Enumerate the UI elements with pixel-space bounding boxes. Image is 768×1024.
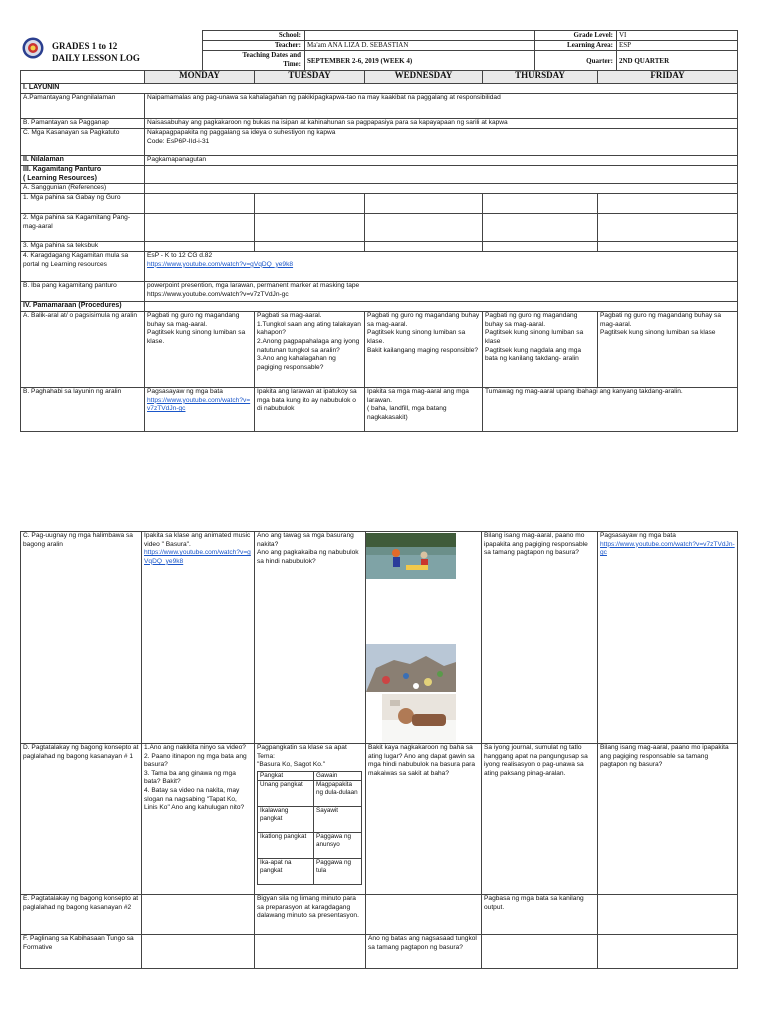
flood-photo: [366, 533, 456, 579]
paglinang-wednesday: Ano ng batas ang nagsasaad tungkol sa tamang pagtapon ng basura?: [366, 935, 482, 969]
quarter-label: Quarter:: [535, 51, 617, 71]
paglinang-monday: [142, 935, 255, 969]
pangkat-cell: Ikatlong pangkat: [258, 832, 314, 858]
pagtatalakay-2-monday: [142, 895, 255, 935]
pangkat-cell: Ikalawang pangkat: [258, 806, 314, 832]
dates-label: [203, 51, 305, 71]
nilalaman-text: Pagkamapanagutan: [145, 156, 738, 166]
row-label-kasanayan: C. Mga Kasanayan sa Pagkatuto: [21, 129, 145, 156]
pagtatalakay-1-thursday: Sa iyong journal, sumulat ng tatlo hanggang apat na pangungusap sa iyong realisasyon o pag-unawa sa ating paksang pinag-aralan.: [482, 744, 598, 895]
pagtatalakay-2-tuesday: Bigyan sila ng limang minuto para sa preparasyon at karagdagang dalawang minuto sa presentasyon.: [255, 895, 366, 935]
pag-uugnay-monday-text: Ipakita sa klase ang animated music video " Basura".: [144, 532, 251, 548]
kpm-thursday: [483, 214, 598, 242]
row-label-paghahabi: B. Paghahabi sa layunin ng aralin: [21, 388, 145, 432]
paghahabi-wednesday: Ipakita sa mga mag-aaral ang mga larawan. ( baha, landfill, mga batang nagkakasakit): [365, 388, 483, 432]
pag-uugnay-monday-link[interactable]: https://www.youtube.com/watch?v=gVqDQ_ye9k8: [144, 549, 251, 565]
lesson-log-table-page1: [20, 70, 738, 432]
kagamitang-panturo-cell: [145, 166, 738, 184]
gawain-cell: Paggawa ng anunsyo: [314, 832, 362, 858]
paglinang-tuesday: [255, 935, 366, 969]
iba-pang-kagamitan-link: https://www.youtube.com/watch?v=v7zTVdJn-gc: [147, 290, 289, 298]
day-header-monday: MONDAY: [145, 71, 255, 84]
paghahabi-monday-text: Pagsasayaw ng mga bata: [147, 388, 223, 396]
gawain-cell: Magpapakita ng dula-dulaan: [314, 780, 362, 806]
iba-pang-kagamitan-cell: [145, 282, 738, 302]
title-line-2: DAILY LESSON LOG: [52, 53, 140, 63]
day-header-wednesday: WEDNESDAY: [365, 71, 483, 84]
pag-uugnay-monday: [142, 532, 255, 744]
paghahabi-monday-link[interactable]: https://www.youtube.com/watch?v=v7zTVdJn-gc: [147, 396, 251, 413]
school-value: [305, 31, 535, 41]
balik-aral-monday: Pagbati ng guro ng magandang buhay sa mag-aaral. Pagtitsek kung sinong lumiban sa klase.: [145, 312, 255, 388]
paghahabi-tuesday: Ipakita ang larawan at ipatukoy sa mga bata kung ito ay nabubulok o di nabubulok: [255, 388, 365, 432]
balik-aral-thursday: Pagbati ng guro ng magandang buhay sa mag-aaral. Pagtitsek kung sinong lumiban sa klase Pagtitsek kung nagdala ang mga bata ng kanilang takdang- aralin: [483, 312, 598, 388]
teksbuk-friday: [598, 242, 738, 252]
row-label-pag-uugnay: C. Pag-uugnay ng mga halimbawa sa bagong aralin: [21, 532, 142, 744]
pag-uugnay-friday: [598, 532, 738, 744]
paghahabi-monday: [145, 388, 255, 432]
pagtatalakay-2-friday: [598, 895, 738, 935]
pamamaraan-cell: [145, 302, 738, 312]
pag-uugnay-friday-link[interactable]: https://www.youtube.com/watch?v=v7zTVdJn-gc: [600, 540, 735, 557]
paglinang-thursday: [482, 935, 598, 969]
deped-seal-logo: [22, 37, 44, 59]
gawain-cell: Sayawit: [314, 806, 362, 832]
karagdagang-kagamitan-cell: [145, 252, 738, 282]
gabay-friday: [598, 194, 738, 214]
karagdagang-kagamitan-link[interactable]: https://www.youtube.com/watch?v=gVqDQ_ye9k8: [147, 260, 294, 268]
teksbuk-monday: [145, 242, 255, 252]
section-layunin: I. LAYUNIN: [21, 84, 738, 94]
row-label-nilalaman: II. Nilalaman: [21, 156, 145, 166]
pag-uugnay-tuesday: Ano ang tawag sa mga basurang nakita? Ano ang pagkakaiba ng nabubulok sa hindi nabubulok?: [255, 532, 366, 744]
pamantayang-pangnilalaman-text: Naipamamalas ang pag-unawa sa kahalagahan ng pakikipagkapwa-tao na may kaakibat na paggalang at responsibilidad: [145, 94, 738, 119]
pagtatalakay-2-thursday: Pagbasa ng mga bata sa kanilang output.: [482, 895, 598, 935]
row-label-kagamitang-panturo: III. Kagamitang Panturo ( Learning Resources): [21, 166, 145, 184]
pagtatalakay-1-tuesday-text: Pagpangkatin sa klase sa apat Tema: "Basura Ko, Sagot Ko.": [257, 744, 347, 769]
balik-aral-tuesday: Pagbati sa mag-aaral. 1.Tungkol saan ang ating talakayan kahapon? 2.Anong pagpapahalaga ang iyong natutunan tungkol sa aralin? 3.Ano ang kahalagahan ng pagiging responsable?: [255, 312, 365, 388]
kasanayan-text: Nakapagpapakita ng paggalang sa ideya o suhestiyon ng kapwa Code: EsP6P-IId-i-31: [145, 129, 738, 156]
kpm-wednesday: [365, 214, 483, 242]
row-label-iba-pang-kagamitan: B. Iba pang kagamitang panturo: [21, 282, 145, 302]
pagtatalakay-1-monday: 1.Ano ang nakikita ninyo sa video? 2. Paano itinapon ng mga bata ang basura? 3. Tama ba ang ginawa ng mga bata? Bakit? 4. Batay sa video na nakita, may slogan na nagsabing "Tapat Ko, Linis Ko" Ano ang kahulugan nito?: [142, 744, 255, 895]
pangkat-gawain-table: [257, 771, 362, 885]
quarter-value: 2ND QUARTER: [617, 51, 738, 71]
gabay-monday: [145, 194, 255, 214]
row-label-pamamaraan: IV. Pamamaraan (Procedures): [21, 302, 145, 312]
dates-label-line-2: Time:: [283, 60, 301, 68]
learning-area-label: Learning Area:: [535, 41, 617, 51]
pangkat-cell: Unang pangkat: [258, 780, 314, 806]
row-label-balik-aral: A. Balik-aral at/ o pagsisimula ng aralin: [21, 312, 145, 388]
school-label: School:: [203, 31, 305, 41]
row-label-pamantayang-pangnilalaman: A.Pamantayang Pangnilalaman: [21, 94, 145, 119]
row-label-karagdagang-kagamitan: 4. Karagdagang Kagamitan mula sa portal ng Learning resources: [21, 252, 145, 282]
row-label-pagtatalakay-2: E. Pagtatalakay ng bagong konsepto at paglalahad ng bagong kasanayan #2: [21, 895, 142, 935]
day-header-thursday: THURSDAY: [483, 71, 598, 84]
pagtatalakay-1-friday: Bilang isang mag-aaral, paano mo ipapakita ang pagiging responsable sa tamang pagtapon ng basura?: [598, 744, 738, 895]
dates-value: SEPTEMBER 2-6, 2019 (WEEK 4): [305, 51, 535, 71]
pangkat-header: Pangkat: [258, 771, 314, 780]
gabay-wednesday: [365, 194, 483, 214]
karagdagang-kagamitan-text: EsP - K to 12 CG d.82: [147, 252, 213, 260]
balik-aral-wednesday: Pagbati ng guro ng magandang buhay sa mag-aaral. Pagtitsek kung sinong lumiban sa klase. Bakit kailangang maging responsible?: [365, 312, 483, 388]
pagtatalakay-1-wednesday: Bakit kaya nagkakaroon ng baha sa ating lugar? Ano ang dapat gawin sa mga hindi nabubulok na basura para makaiwas sa sakit at baha?: [366, 744, 482, 895]
row-label-pamantayan-sa-pagganap: B. Pamantayan sa Pagganap: [21, 119, 145, 129]
sanggunian-cell: [145, 184, 738, 194]
row-label-gabay-ng-guro: 1. Mga pahina sa Gabay ng Guro: [21, 194, 145, 214]
sick-child-photo: [382, 694, 456, 742]
pamantayan-sa-pagganap-text: Naisasabuhay ang pagkakaroon ng bukas na isipan at kahinahunan sa pagpapasiya para sa kapayapaan ng sarili at kapwa: [145, 119, 738, 129]
header-info-table: [202, 30, 738, 71]
pangkat-cell: Ika-apat na pangkat: [258, 858, 314, 884]
kpm-friday: [598, 214, 738, 242]
gabay-thursday: [483, 194, 598, 214]
paglinang-friday: [598, 935, 738, 969]
balik-aral-friday: Pagbati ng guro ng magandang buhay sa mag-aaral. Pagtitsek kung sinong lumiban sa klase: [598, 312, 738, 388]
teacher-value: Ma'am ANA LIZA D. SEBASTIAN: [305, 41, 535, 51]
paghahabi-thursday-friday: Tumawag ng mag-aaral upang ibahagi ang kanyang takdang-aralin.: [483, 388, 738, 432]
pagtatalakay-1-tuesday: [255, 744, 366, 895]
kpm-tuesday: [255, 214, 365, 242]
row-label-sanggunian: A. Sanggunian (References): [21, 184, 145, 194]
document-title: [52, 40, 140, 64]
dates-label-line-1: Teaching Dates and: [242, 51, 301, 59]
day-header-friday: FRIDAY: [598, 71, 738, 84]
gawain-cell: Paggawa ng tula: [314, 858, 362, 884]
learning-area-value: ESP: [617, 41, 738, 51]
pag-uugnay-thursday: Bilang isang mag-aaral, paano mo ipapakita ang pagiging responsable sa tamang pagtapon ng basura?: [482, 532, 598, 744]
gabay-tuesday: [255, 194, 365, 214]
grade-level-value: VI: [617, 31, 738, 41]
teksbuk-tuesday: [255, 242, 365, 252]
kpm-monday: [145, 214, 255, 242]
lesson-log-table-page2: [20, 531, 738, 969]
row-label-kagamitang-pang-mag-aaral: 2. Mga pahina sa Kagamitang Pang-mag-aaral: [21, 214, 145, 242]
teksbuk-thursday: [483, 242, 598, 252]
pagtatalakay-2-wednesday: [366, 895, 482, 935]
gawain-header: Gawain: [314, 771, 362, 780]
teacher-label: Teacher:: [203, 41, 305, 51]
row-label-teksbuk: 3. Mga pahina sa teksbuk: [21, 242, 145, 252]
pag-uugnay-friday-text: Pagsasayaw ng mga bata: [600, 532, 676, 539]
iba-pang-kagamitan-text: powerpoint presention, mga larawan, permanent marker at masking tape: [147, 282, 360, 290]
teksbuk-wednesday: [365, 242, 483, 252]
landfill-photo: [366, 644, 456, 692]
row-label-paglinang: F. Paglinang sa Kabihasaan Tungo sa Formative: [21, 935, 142, 969]
day-header-blank: [21, 71, 145, 84]
title-line-1: GRADES 1 to 12: [52, 41, 118, 51]
row-label-pagtatalakay-1: D. Pagtatalakay ng bagong konsepto at paglalahad ng bagong kasanayan # 1: [21, 744, 142, 895]
grade-level-label: Grade Level:: [535, 31, 617, 41]
day-header-tuesday: TUESDAY: [255, 71, 365, 84]
